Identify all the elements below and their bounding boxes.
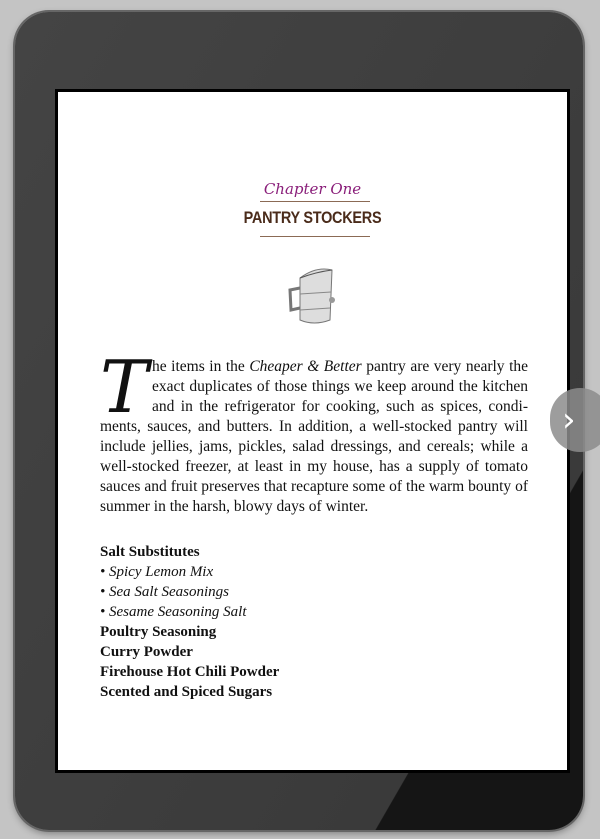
next-page-button[interactable] (550, 388, 600, 452)
list-item[interactable]: • Sea Salt Seasonings (100, 584, 229, 600)
list-item[interactable]: • Sesame Seasoning Salt (100, 604, 247, 620)
list-item[interactable]: Salt Substitutes (100, 544, 200, 560)
chapter-label: Chapter One (263, 180, 362, 198)
book-title: Cheaper & Better (249, 358, 362, 375)
screen (55, 89, 570, 773)
flour-sifter-illustration (286, 264, 340, 330)
list-item[interactable]: Curry Powder (100, 644, 193, 660)
drop-cap: T (100, 345, 149, 429)
body-paragraph (100, 345, 529, 517)
tablet-frame (15, 12, 583, 830)
divider (260, 201, 370, 202)
recipe-list (100, 542, 279, 702)
chevron-right-icon: › (562, 400, 576, 440)
book-page (58, 92, 567, 770)
list-item[interactable]: • Spicy Lemon Mix (100, 564, 214, 580)
chapter-title: PANTRY STOCKERS (243, 208, 382, 227)
text: he items in the (152, 358, 250, 375)
text: pantry are very nearly the exact duplicates of those things we keep around the kitchen and in the refrigerator for cooking, such as spices, condiments, sauces, and butters. In addition, a well-stocked pantry will include jellies, jams, pickles, salad dressings, and cereals; while a well-stocked freezer, at least in my house, has a supply of tomato sauces and fruit preserves that recapture some of the warm bounty of summer in the harsh, blowy days of winter. (100, 358, 529, 515)
list-item[interactable]: Scented and Spiced Sugars (100, 684, 273, 700)
list-item[interactable]: Poultry Seasoning (100, 624, 217, 640)
list-item[interactable]: Firehouse Hot Chili Powder (100, 664, 280, 680)
divider (260, 236, 370, 237)
